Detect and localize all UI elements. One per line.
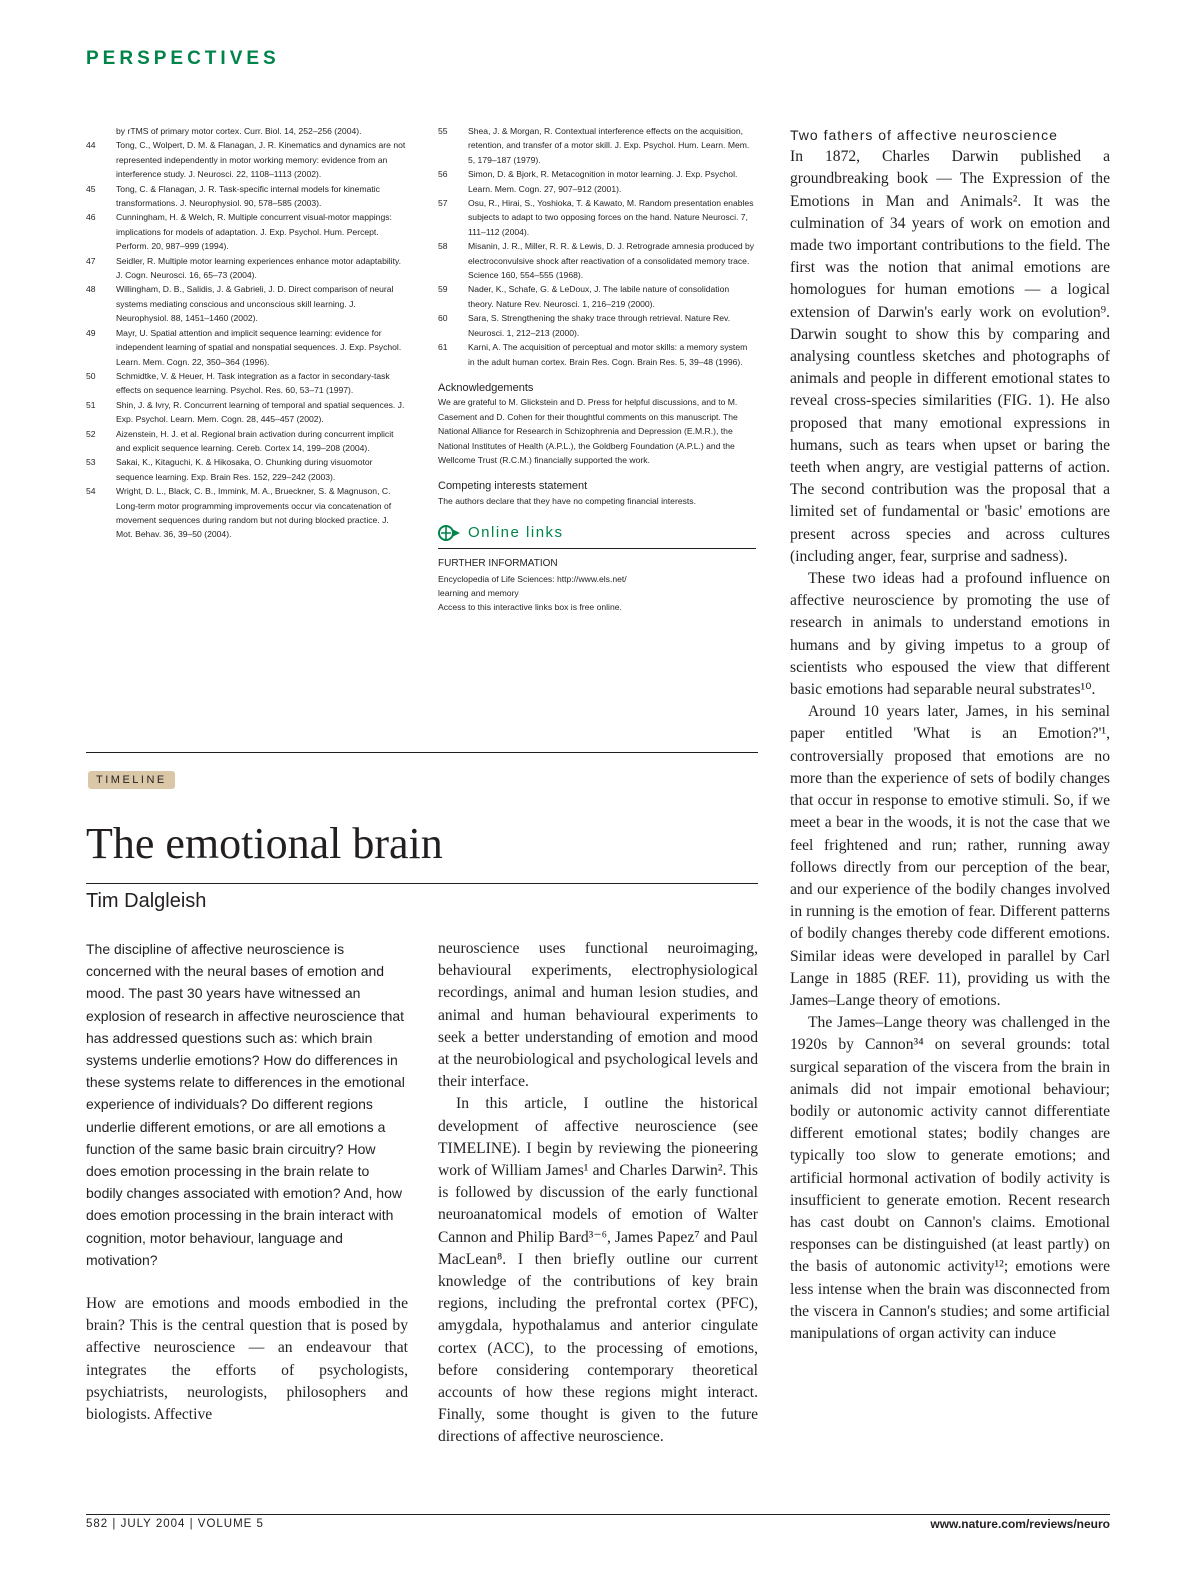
reference-item — [438, 239, 756, 282]
reference-item — [86, 210, 406, 253]
reference-text: Sara, S. Strengthening the shaky trace through retrieval. Nature Rev. Neurosci. 1, 212–213 (2000). — [468, 313, 731, 338]
reference-text: Shin, J. & Ivry, R. Concurrent learning of temporal and spatial sequences. J. Exp. Psychol. Learn. Mem. Cogn. 28, 445–457 (2002). — [116, 399, 405, 425]
timeline-tag: TIMELINE — [88, 771, 175, 789]
further-information-line-2: learning and memory — [438, 587, 519, 598]
title-divider — [86, 883, 758, 884]
reference-number: 56 — [438, 169, 448, 180]
reference-item — [438, 167, 756, 196]
reference-text: Nader, K., Schafe, G. & LeDoux, J. The labile nature of consolidation theory. Nature Rev. Neurosci. 1, 216–219 (2000). — [468, 284, 730, 309]
body-paragraph-2: In this article, I outline the historical development of affective neuroscience (see TIMELINE). I begin by reviewing the pioneering work of William James¹ and Charles Darwin². This is followed by discussion of the early functional neuroanatomical models of emotion of Walter Cannon and Philip Bard³⁻⁶, James Papez⁷ and Paul MacLean⁸. I then briefly outline our current knowledge of the contributions of key brain regions, including the prefrontal cortex (PFC), amygdala, hypothalamus and anterior cingulate cortex (ACC), to the processing of emotions, before considering contemporary theoretical accounts of how these regions might interact. Finally, some thought is given to the future directions of affective neuroscience. — [438, 1095, 758, 1446]
section-divider — [86, 752, 758, 753]
competing-interests-text: The authors declare that they have no competing financial interests. — [438, 495, 696, 506]
reference-number: 47 — [86, 255, 96, 266]
middle-column — [438, 938, 758, 1449]
reference-number: 58 — [438, 241, 448, 252]
reference-number: 50 — [86, 370, 96, 381]
reference-item — [86, 138, 406, 181]
acknowledgements-text: We are grateful to M. Glickstein and D. Press for helpful discussions, and to M. Casement and D. Cohen for their thoughtful comments on this manuscript. The National Alliance for Research in Schizophrenia and Depression (E.M.R.), the National Institutes of Health (A.P.L.), the Goldberg Foundation (A.P.L.) and the Wellcome Trust (R.C.M.) financially supported the work. — [438, 397, 738, 465]
reference-number: 49 — [86, 327, 96, 338]
reference-number: 51 — [86, 399, 96, 410]
reference-number: 52 — [86, 428, 96, 439]
reference-item — [438, 196, 756, 239]
reference-item — [86, 282, 406, 325]
footer-divider — [86, 1514, 1110, 1515]
reference-item — [86, 398, 406, 427]
further-information-heading: FURTHER INFORMATION — [438, 558, 558, 570]
article-title: The emotional brain — [86, 819, 443, 868]
body-paragraph-6: The James–Lange theory was challenged in the 1920s by Cannon³⁴ on several grounds: total surgical separation of the viscera from the brain in animals did not impair emotional behaviour; bodily or autonomic activity cannot differentiate different emotional states; bodily changes are typically too slow to generate emotions; and artificial hormonal activation of bodily activity is insufficient to generate emotion. Recent research has cast doubt on Cannon's claims. Emotional responses can be distinguished (at least partly) on the basis of autonomic activity¹²; emotions were less intense when the brain was disconnected from the viscera in Cannon's studies; and some artificial manipulations of organ activity can induce — [790, 1014, 1110, 1342]
reference-text: Mayr, U. Spatial attention and implicit sequence learning: evidence for independent learning of spatial and nonspatial sequences. J. Exp. Psychol. Learn. Mem. Cogn. 22, 350–364 (1996). — [116, 327, 402, 367]
reference-text: Tong, C. & Flanagan, J. R. Task-specific internal models for kinematic transformations. J. Neurophysiol. 90, 578–585 (2003). — [116, 183, 380, 209]
online-links-heading: Online links — [468, 523, 564, 541]
reference-item — [86, 484, 406, 542]
reference-item — [86, 254, 406, 283]
reference-text: Wright, D. L., Black, C. B., Immink, M. A., Brueckner, S. & Magnuson, C. Long-term motor programming improvements occur via concatenation of movement sequences during random but not during blocked practice. J. Mot. Behav. 36, 39–50 (2004). — [116, 486, 392, 540]
reference-number: 44 — [86, 140, 96, 151]
reference-item — [86, 427, 406, 456]
body-paragraph-5: Around 10 years later, James, in his seminal paper entitled 'What is an Emotion?'¹, controversially proposed that emotions are no more than the experience of sets of bodily changes that occur in response to emotive stimuli. So, if we meet a bear in the woods, it is not the case that we feel frightened and run; rather, running away follows directly from our perception of the bear, and our experience of the bodily changes involved in running is the emotion of fear. Different patterns of bodily changes thereby code different emotions. Similar ideas were developed in parallel by Carl Lange in 1885 (REF. 11), providing us with the James–Lange theory of emotions. — [790, 703, 1110, 1009]
article-abstract: The discipline of affective neuroscience is concerned with the neural bases of emotion and mood. The past 30 years have witnessed an explosion of research in affective neuroscience that has addressed questions such as: which brain systems underlie emotions? How do differences in these systems relate to differences in the emotional experience of individuals? Do different regions underlie different emotions, or are all emotions a function of the same basic brain circuitry? How does emotion processing in the brain relate to bodily changes associated with emotion? And, how does emotion processing in the brain interact with cognition, motor behaviour, language and motivation? — [86, 941, 405, 1268]
reference-text: Tong, C., Wolpert, D. M. & Flanagan, J. R. Kinematics and dynamics are not represented independently in motor working memory: evidence from an interference study. J. Neurosci. 22, 1108–1113 (2002). — [116, 140, 406, 180]
reference-item — [86, 326, 406, 369]
reference-text: Sakai, K., Kitaguchi, K. & Hikosaka, O. Chunking during visuomotor sequence learning. Exp. Brain Res. 152, 229–242 (2003). — [116, 457, 373, 482]
reference-list-items — [438, 124, 756, 369]
reference-item — [86, 455, 406, 484]
reference-text: Osu, R., Hirai, S., Yoshioka, T. & Kawato, M. Random presentation enables subjects to adapt to two opposing forces on the hand. Nature Neurosci. 7, 111–112 (2004). — [468, 198, 754, 237]
reference-text: by rTMS of primary motor cortex. Curr. Biol. 14, 252–256 (2004). — [116, 126, 362, 136]
reference-list-right — [438, 124, 756, 615]
reference-number: 45 — [86, 183, 96, 194]
reference-number: 61 — [438, 342, 448, 353]
reference-item — [86, 369, 406, 398]
body-paragraph-4: These two ideas had a profound influence on affective neuroscience by promoting the use of research in animals to understand emotions in humans and by giving impetus to a group of scientists who espoused the view that different basic emotions had separable neural substrates¹⁰. — [790, 570, 1110, 699]
reference-text: Misanin, J. R., Miller, R. R. & Lewis, D. J. Retrograde amnesia produced by electroconvulsive shock after reactivation of a consolidated memory trace. Science 160, 554–555 (1968). — [468, 241, 755, 281]
footer-url[interactable]: www.nature.com/reviews/neuro — [930, 1517, 1110, 1531]
reference-item — [86, 124, 406, 138]
body-paragraph-3: In 1872, Charles Darwin published a groundbreaking book — The Expression of the Emotions in Man and Animals². It was the culmination of 34 years of work on emotion and made two important contributions to the field. The first was the notion that animal emotions are homologues for human emotions — a logical extension of Darwin's early work on evolution⁹. Darwin sought to show this by comparing and analysing countless sketches and photographs of animals and people in different emotional states to reveal cross-species similarities (FIG. 1). He also proposed that many emotional expressions in humans, such as tears when upset or baring the teeth when angry, are vestigial patterns of action. The second contribution was the proposal that a limited set of fundamental or 'basic' emotions are present across species and across cultures (including anger, fear, surprise and sadness). — [790, 148, 1110, 565]
section-label: PERSPECTIVES — [86, 48, 280, 69]
left-column — [86, 938, 408, 1426]
reference-text: Karni, A. The acquisition of perceptual and motor skills: a memory system in the adult human cortex. Brain Res. Cogn. Brain Res. 5, 39–48 (1996). — [468, 342, 748, 367]
reference-number: 57 — [438, 198, 448, 209]
reference-number: 48 — [86, 284, 96, 295]
footer-issue-info: 582 | JULY 2004 | VOLUME 5 — [86, 1518, 264, 1530]
reference-text: Seidler, R. Multiple motor learning experiences enhance motor adaptability. J. Cogn. Neurosci. 16, 65–73 (2004). — [116, 255, 402, 281]
reference-text: Simon, D. & Bjork, R. Metacognition in motor learning. J. Exp. Psychol. Learn. Mem. Cogn. 27, 907–912 (2001). — [468, 169, 738, 194]
reference-list-left — [86, 124, 406, 542]
subsection-heading: Two fathers of affective neuroscience — [790, 127, 1058, 143]
reference-number: 46 — [86, 212, 96, 223]
online-access-note: Access to this interactive links box is free online. — [438, 602, 622, 613]
reference-number: 59 — [438, 284, 448, 295]
online-links-icon — [438, 524, 462, 542]
reference-number: 60 — [438, 313, 448, 324]
reference-text: Willingham, D. B., Salidis, J. & Gabrieli, J. D. Direct comparison of neural systems mediating conscious and unconscious skill learning. J. Neurophysiol. 88, 1451–1460 (2002). — [116, 284, 394, 324]
reference-item — [438, 124, 756, 167]
reference-item — [438, 311, 756, 340]
reference-number: 55 — [438, 126, 448, 136]
reference-item — [86, 182, 406, 211]
article-lead-paragraph: How are emotions and moods embodied in the brain? This is the central question that is posed by affective neuroscience — an endeavour that integrates the efforts of psychologists, psychiatrists, neurologists, philosophers and biologists. Affective — [86, 1295, 408, 1424]
further-information-line-1[interactable]: Encyclopedia of Life Sciences: http://www.els.net/ — [438, 573, 627, 584]
reference-text: Aizenstein, H. J. et al. Regional brain activation during concurrent implicit and explicit sequence learning. Cereb. Cortex 14, 199–208 (2004). — [116, 428, 394, 453]
reference-item — [438, 340, 756, 369]
reference-number: 53 — [86, 457, 96, 468]
reference-text: Shea, J. & Morgan, R. Contextual interference effects on the acquisition, retention, and transfer of a motor skill. J. Exp. Psychol. Hum. Learn. Mem. 5, 179–187 (1979). — [468, 126, 750, 165]
body-paragraph-1: neuroscience uses functional neuroimaging, behavioural experiments, electrophysiological recordings, animal and human lesion studies, and animal and human behavioural experiments to seek a better understanding of emotion and mood at the neurobiological and psychological levels and their interface. — [438, 940, 758, 1091]
reference-number: 54 — [86, 486, 96, 497]
acknowledgements-heading: Acknowledgements — [438, 381, 534, 394]
competing-interests-heading: Competing interests statement — [438, 480, 588, 493]
article-author: Tim Dalgleish — [86, 890, 207, 912]
right-column — [790, 124, 1110, 1345]
reference-text: Schmidtke, V. & Heuer, H. Task integration as a factor in secondary-task effects on sequence learning. Psychol. Res. 60, 53–71 (1997). — [116, 370, 390, 396]
reference-item — [438, 282, 756, 311]
reference-text: Cunningham, H. & Welch, R. Multiple concurrent visual-motor mappings: implications for models of adaptation. J. Exp. Psychol. Hum. Percept. Perform. 20, 987–999 (1994). — [116, 212, 392, 252]
online-links-header — [438, 524, 756, 549]
